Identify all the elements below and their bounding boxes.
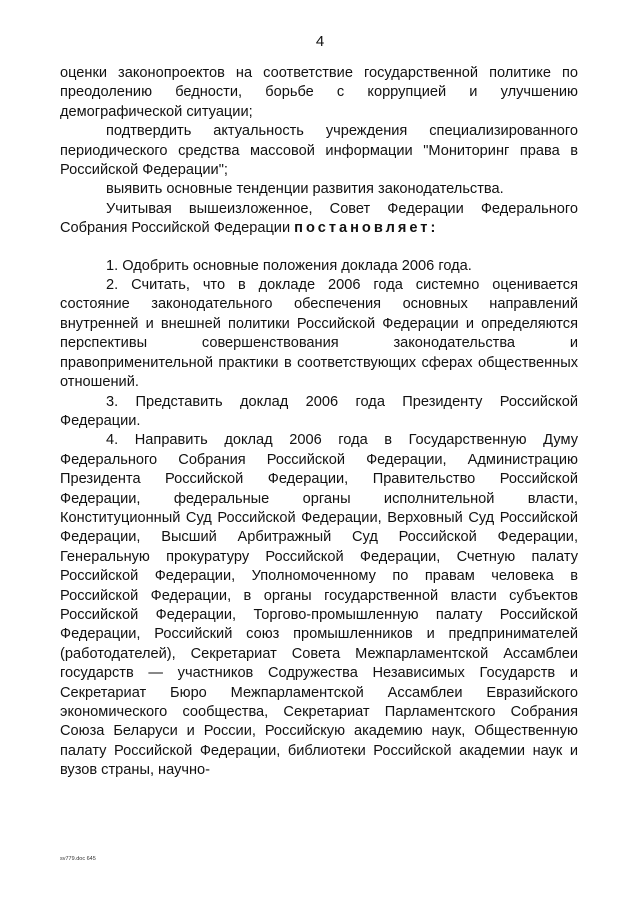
footer-file-label: sv779.doc 645 <box>60 856 96 862</box>
paragraph-3: выявить основные тенденции развития законодательства. <box>106 181 504 198</box>
paragraph-2: подтвердить актуальность учреждения специализированного периодического средства массовой информации "Мониторинг права в Российской Федерации"; <box>60 123 578 179</box>
paragraph-1: оценки законопроектов на соответствие государственной политике по преодолению бедности, борьбе с коррупцией и улучшению демографической ситуации; <box>60 65 578 120</box>
paragraph-4 <box>60 200 578 239</box>
paragraph-4-text: Учитывая вышеизложенное, Совет Федерации Федерального Собрания Российской Федерации <box>60 200 578 237</box>
item-1: 1. Одобрить основные положения доклада 2006 года. <box>106 257 472 274</box>
item-4: 4. Направить доклад 2006 года в Государственную Думу Федерального Собрания Российской Федерации, Администрацию Президента Российской Федерации, Правительство Российской Федерации, федеральные органы исполнительной власти, Конституционный Суд Российской Федерации, Верховный Суд Российской Федерации, Высший Арбитражный Суд Российской Федерации, Генеральную прокуратуру Российской Федерации, Счетную палату Российской Федерации, Уполномоченному по правам человека в Российской Федерации, в органы государственной власти субъектов Российской Федерации, Торгово-промышленную палату Российской Федерации, Российский союз промышленников и предпринимателей (работодателей), Секретариат Совета Межпарламентской Ассамблеи государств — участников Содружества Независимых Государств и Секретариат Бюро Межпарламентской Ассамблеи Евразийского экономического сообщества, Секретариат Парламентского Собрания Союза Беларуси и России, Российскую академию наук, Общественную палату Российской Федерации, библиотеки Российской академии наук и вузов страны, научно- <box>60 432 578 779</box>
page-number: 4 <box>315 33 325 50</box>
item-3: 3. Представить доклад 2006 года Президенту Российской Федерации. <box>60 393 578 429</box>
resolution-word: постановляет: <box>294 220 439 237</box>
item-2: 2. Считать, что в докладе 2006 года системно оценивается состояние законодательного обеспечения основных направлений внутренней и внешней политики Российской Федерации и определяются перспективы совершенствования законодательства и правоприменительной практики в соответствующих сферах общественных отношений. <box>60 277 578 391</box>
document-body <box>60 64 578 781</box>
